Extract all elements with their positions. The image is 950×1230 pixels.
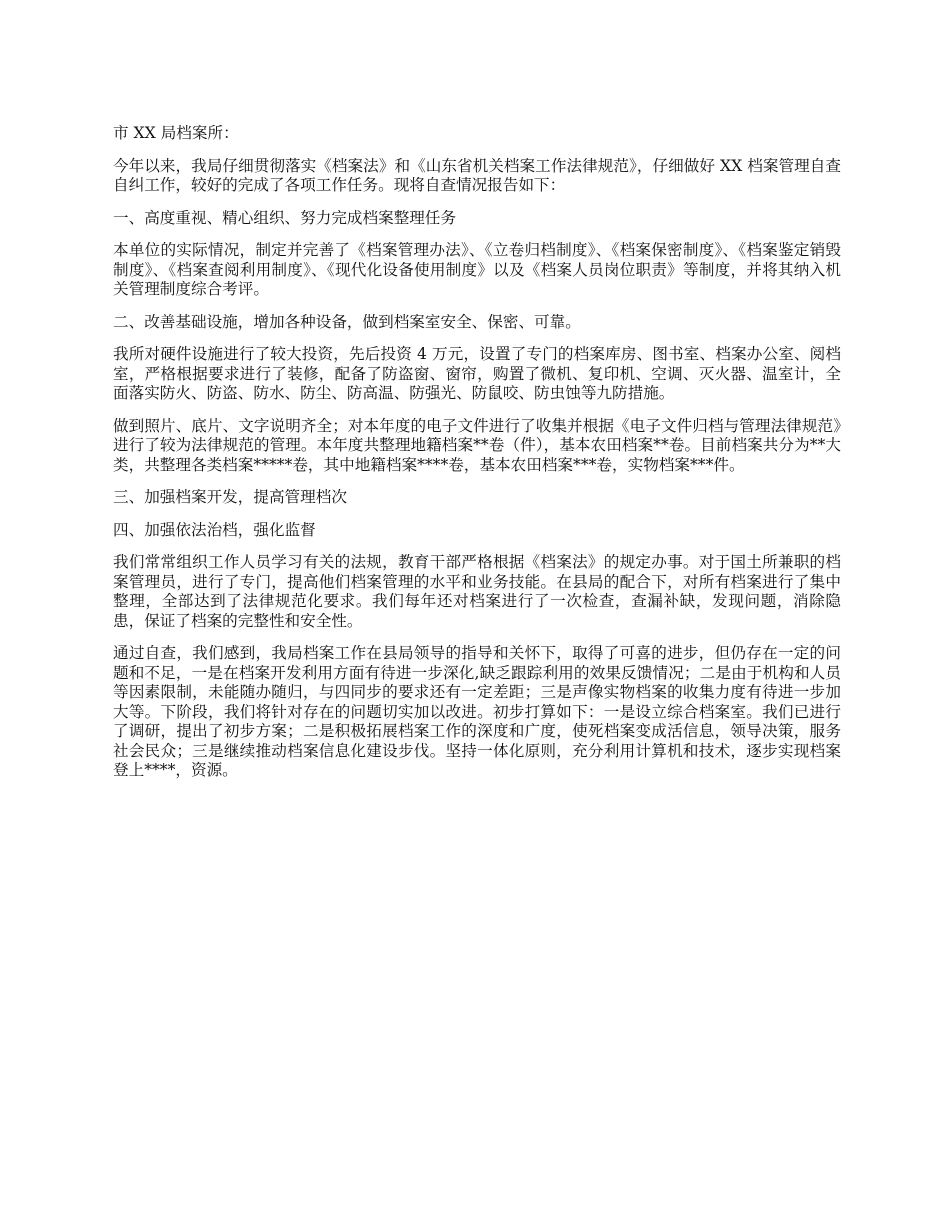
intro-paragraph: 今年以来，我局仔细贯彻落实《档案法》和《山东省机关档案工作法律规范》，仔细做好 XX 档案管理自查自纠工作，较好的完成了各项工作任务。现将自查情况报告如下： bbox=[113, 156, 841, 194]
section-1-paragraph: 本单位的实际情况，制定并完善了《档案管理办法》、《立卷归档制度》、《档案保密制度》、《档案鉴定销毁制度》、《档案查阅利用制度》、《现代化设备使用制度》以及《档案人员岗位职责》等制度，并将其纳入机关管理制度综合考评。 bbox=[113, 241, 841, 298]
section-heading-2: 二、改善基础设施，增加各种设备，做到档案室安全、保密、可靠。 bbox=[113, 312, 581, 331]
section-4-paragraph: 我们常常组织工作人员学习有关的法规，教育干部严格根据《档案法》的规定办事。对于国土所兼职的档案管理员，进行了专门，提高他们档案管理的水平和业务技能。在县局的配合下，对所有档案进行了集中整理，全部达到了法律规范化要求。我们每年还对档案进行了一次检查，查漏补缺，发现问题，消除隐患，保证了档案的完整性和安全性。 bbox=[113, 553, 841, 630]
section-heading-4: 四、加强依法治档，强化监督 bbox=[113, 520, 316, 539]
section-2-paragraph-1: 我所对硬件设施进行了较大投资，先后投资 4 万元，设置了专门的档案库房、图书室、档案办公室、阅档室，严格根据要求进行了装修，配备了防盗窗、窗帘，购置了微机、复印机、空调、灭火器、温室计，全面落实防火、防盗、防水、防尘、防高温、防强光、防鼠咬、防虫蚀等九防措施。 bbox=[113, 345, 841, 402]
section-heading-1: 一、高度重视、精心组织、努力完成档案整理任务 bbox=[113, 208, 457, 227]
section-heading-3: 三、加强档案开发，提高管理档次 bbox=[113, 488, 347, 506]
document-body bbox=[113, 124, 841, 794]
section-2-paragraph-2: 做到照片、底片、文字说明齐全；对本年度的电子文件进行了收集并根据《电子文件归档与管理法律规范》进行了较为法律规范的管理。本年度共整理地籍档案**卷（件），基本农田档案**卷。目前档案共分为**大类，共整理各类档案*****卷，其中地籍档案****卷，基本农田档案***卷，实物档案***件。 bbox=[113, 416, 841, 474]
conclusion-paragraph: 通过自查，我们感到，我局档案工作在县局领导的指导和关怀下，取得了可喜的进步，但仍存在一定的问题和不足，一是在档案开发利用方面有待进一步深化,缺乏跟踪利用的效果反馈情况；二是由于机构和人员等因素限制，未能随办随归，与四同步的要求还有一定差距；三是声像实物档案的收集力度有待进一步加大等。下阶段，我们将针对存在的问题切实加以改进。初步打算如下：一是设立综合档案室。我们已进行了调研，提出了初步方案；二是积极拓展档案工作的深度和广度，使死档案变成活信息，领导决策，服务社会民众；三是继续推动档案信息化建设步伐。坚持一体化原则，充分利用计算机和技术，逐步实现档案登上****，资源。 bbox=[113, 644, 841, 779]
salutation: 市 XX 局档案所： bbox=[113, 124, 239, 142]
